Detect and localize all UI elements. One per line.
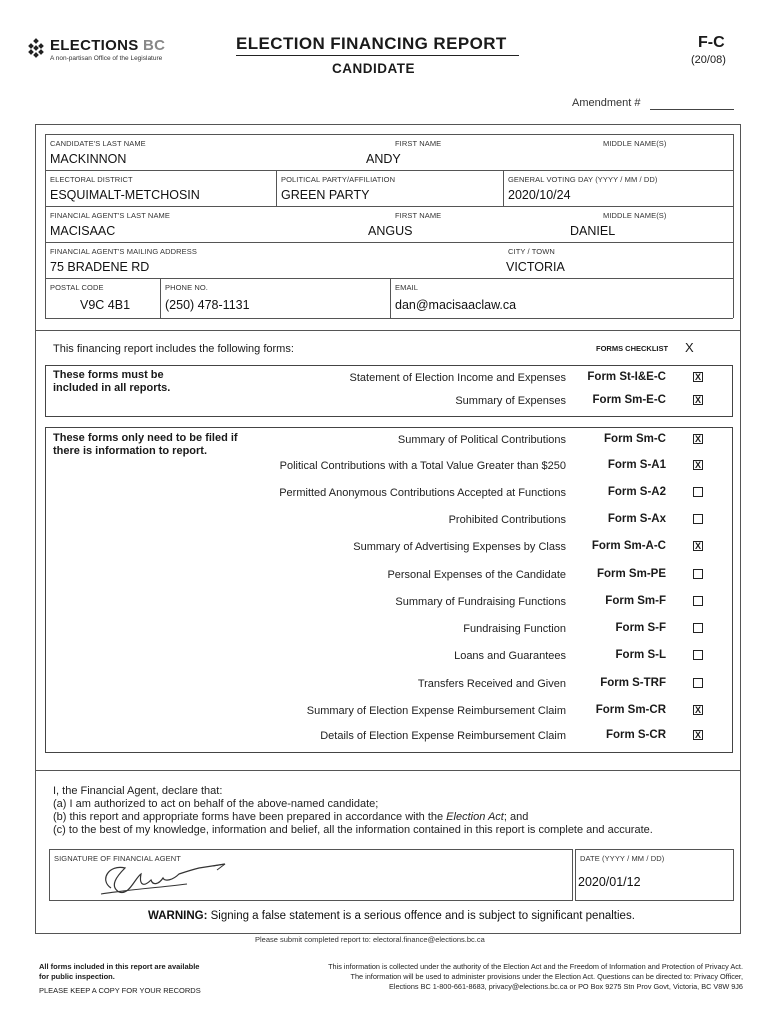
- form-row-code: Form S-A2: [607, 486, 666, 498]
- checklist-title: FORMS CHECKLIST: [596, 344, 669, 353]
- form-row-name: Fundraising Function: [463, 623, 566, 635]
- logo-main: ELECTIONS: [50, 37, 139, 54]
- email-field[interactable]: dan@macisaaclaw.ca: [395, 298, 517, 312]
- city-field[interactable]: VICTORIA: [506, 260, 565, 274]
- optional-forms-title: These forms only need to be filed if there is information to report.: [53, 432, 238, 457]
- form-checkbox[interactable]: [693, 569, 703, 579]
- candidate-first-name-field[interactable]: ANDY: [366, 152, 401, 166]
- candidate-last-name-field[interactable]: MACKINNON: [50, 152, 127, 166]
- declaration-intro: I, the Financial Agent, declare that:: [53, 785, 223, 797]
- section-divider: [35, 770, 741, 771]
- signature-label: SIGNATURE OF FINANCIAL AGENT: [54, 854, 181, 863]
- form-checkbox[interactable]: [693, 514, 703, 524]
- warning-label: WARNING:: [148, 910, 208, 922]
- form-version: (20/08): [691, 54, 726, 66]
- grid-divider: [390, 278, 391, 318]
- form-row-code: Form S-F: [615, 622, 666, 634]
- grid-bottom-line: [45, 318, 733, 319]
- title-rule: [236, 55, 519, 56]
- form-code: F-C: [698, 34, 725, 51]
- form-row-code: Form S-A1: [607, 459, 666, 471]
- elections-bc-logo-icon: [26, 38, 46, 58]
- candidate-last-name-label: CANDIDATE'S LAST NAME: [50, 139, 146, 148]
- grid-top-line: [45, 134, 733, 135]
- declaration-a: (a) I am authorized to act on behalf of the above-named candidate;: [53, 798, 379, 810]
- form-checkbox[interactable]: [693, 487, 703, 497]
- grid-line: [45, 206, 733, 207]
- phone-field[interactable]: (250) 478-1131: [165, 298, 250, 312]
- grid-line: [45, 170, 733, 171]
- amendment-field[interactable]: [650, 109, 734, 110]
- voting-day-label: GENERAL VOTING DAY (YYYY / MM / DD): [508, 175, 658, 184]
- document-title: ELECTION FINANCING REPORT: [236, 34, 507, 53]
- warning-text: Signing a false statement is a serious offence and is subject to significant penalties.: [210, 910, 635, 922]
- checklist-title-mark: X: [685, 340, 694, 355]
- party-label: POLITICAL PARTY/AFFILIATION: [281, 175, 396, 184]
- submit-instructions: Please submit completed report to: electoral.finance@elections.bc.ca: [255, 935, 485, 944]
- form-row-name: Personal Expenses of the Candidate: [387, 569, 566, 581]
- privacy-notice-3: Elections BC 1-800-661-8683, privacy@elections.bc.ca or PO Box 9275 Stn Prov Govt, Victoria, BC V8W 9J6: [388, 982, 743, 991]
- agent-middle-name-field[interactable]: DANIEL: [570, 224, 616, 238]
- phone-label: PHONE NO.: [165, 283, 208, 292]
- agent-address-field[interactable]: 75 BRADENE RD: [50, 260, 150, 274]
- date-field[interactable]: 2020/01/12: [578, 875, 641, 889]
- agent-last-name-field[interactable]: MACISAAC: [50, 224, 116, 238]
- privacy-notice-1: This information is collected under the authority of the Election Act and the Freedom of Information and Protection of Privacy Act.: [328, 962, 743, 971]
- logo-wordmark: [50, 37, 165, 54]
- checklist-intro: This financing report includes the following forms:: [53, 343, 294, 355]
- postal-code-field[interactable]: V9C 4B1: [80, 298, 131, 312]
- declaration-b: [53, 811, 528, 823]
- required-forms-title: These forms must be included in all reports.: [53, 369, 171, 394]
- voting-day-field[interactable]: 2020/10/24: [508, 188, 571, 202]
- form-checkbox[interactable]: X: [694, 395, 701, 405]
- declaration-c: (c) to the best of my knowledge, information and belief, all the information contained in this report is complete and accurate.: [53, 824, 653, 836]
- form-row-name: Details of Election Expense Reimbursement Claim: [320, 730, 566, 742]
- agent-first-name-label: FIRST NAME: [395, 211, 442, 220]
- section-divider: [35, 330, 741, 331]
- form-row-name: Summary of Political Contributions: [397, 434, 566, 446]
- date-label: DATE (YYYY / MM / DD): [580, 854, 665, 863]
- grid-line: [45, 242, 733, 243]
- form-checkbox[interactable]: [693, 623, 703, 633]
- form-checkbox[interactable]: [693, 678, 703, 688]
- form-row-code: Form S-CR: [605, 729, 666, 741]
- form-row-code: Form S-Ax: [607, 513, 666, 525]
- public-inspection-note-1: All forms included in this report are available: [39, 962, 200, 971]
- grid-divider: [160, 278, 161, 318]
- warning-notice: [148, 910, 635, 922]
- postal-code-label: POSTAL CODE: [50, 283, 104, 292]
- form-row-name: Summary of Expenses: [455, 395, 566, 407]
- form-checkbox[interactable]: X: [694, 705, 701, 715]
- declaration-b-end: ; and: [503, 811, 529, 823]
- logo-bc: BC: [143, 37, 166, 54]
- form-row-code: Form Sm-C: [604, 433, 666, 445]
- form-row-name: Summary of Advertising Expenses by Class: [353, 541, 566, 553]
- form-row-name: Prohibited Contributions: [448, 514, 566, 526]
- form-row-name: Summary of Fundraising Functions: [395, 596, 566, 608]
- form-row-name: Permitted Anonymous Contributions Accepted at Functions: [279, 487, 566, 499]
- form-row-name: Statement of Election Income and Expenses: [349, 372, 566, 384]
- form-checkbox[interactable]: X: [694, 541, 701, 551]
- form-checkbox[interactable]: X: [694, 434, 701, 444]
- electoral-district-label: ELECTORAL DISTRICT: [50, 175, 133, 184]
- signature-scrawl-icon: [95, 858, 245, 900]
- agent-first-name-field[interactable]: ANGUS: [368, 224, 413, 238]
- grid-right-line: [733, 134, 734, 318]
- form-row-code: Form Sm-A-C: [591, 540, 666, 552]
- grid-line: [45, 278, 733, 279]
- form-row-name: Transfers Received and Given: [417, 678, 566, 690]
- candidate-first-name-label: FIRST NAME: [395, 139, 442, 148]
- agent-middle-name-label: MIDDLE NAME(S): [603, 211, 667, 220]
- form-checkbox[interactable]: [693, 650, 703, 660]
- grid-divider: [503, 170, 504, 206]
- form-row-code: Form S-TRF: [600, 677, 666, 689]
- email-label: EMAIL: [395, 283, 419, 292]
- form-checkbox[interactable]: [693, 596, 703, 606]
- grid-left-line: [45, 134, 46, 318]
- privacy-notice-2: The information will be used to administer provisions under the Election Act. Questions can be directed to: Privacy Officer,: [350, 972, 743, 981]
- candidate-middle-name-label: MIDDLE NAME(S): [603, 139, 667, 148]
- document-subtitle: CANDIDATE: [332, 61, 415, 76]
- form-checkbox[interactable]: X: [694, 460, 701, 470]
- party-field[interactable]: GREEN PARTY: [281, 188, 370, 202]
- form-checkbox[interactable]: X: [694, 730, 701, 740]
- form-row-code: Form Sm-F: [605, 595, 666, 607]
- form-row-code: Form Sm-CR: [595, 704, 666, 716]
- form-row-code: Form St-I&E-C: [587, 371, 666, 383]
- declaration-b-text: (b) this report and appropriate forms have been prepared in accordance with the: [53, 811, 447, 823]
- electoral-district-field[interactable]: ESQUIMALT-METCHOSIN: [50, 188, 200, 202]
- form-row-name: Summary of Election Expense Reimbursement Claim: [306, 705, 566, 717]
- keep-copy-note: PLEASE KEEP A COPY FOR YOUR RECORDS: [39, 986, 201, 995]
- grid-divider: [276, 170, 277, 206]
- form-row-code: Form Sm-PE: [596, 568, 666, 580]
- public-inspection-note-2: for public inspection.: [39, 972, 115, 981]
- declaration-b-act: Election Act: [446, 811, 504, 823]
- logo-subtitle: A non-partisan Office of the Legislature: [50, 55, 163, 62]
- form-row-name: Political Contributions with a Total Value Greater than $250: [279, 460, 566, 472]
- form-row-code: Form S-L: [615, 649, 666, 661]
- agent-address-label: FINANCIAL AGENT'S MAILING ADDRESS: [50, 247, 197, 256]
- city-label: CITY / TOWN: [508, 247, 555, 256]
- form-row-code: Form Sm-E-C: [592, 394, 666, 406]
- amendment-label: Amendment #: [572, 97, 641, 109]
- form-checkbox[interactable]: X: [694, 372, 701, 382]
- agent-last-name-label: FINANCIAL AGENT'S LAST NAME: [50, 211, 170, 220]
- form-row-name: Loans and Guarantees: [454, 650, 566, 662]
